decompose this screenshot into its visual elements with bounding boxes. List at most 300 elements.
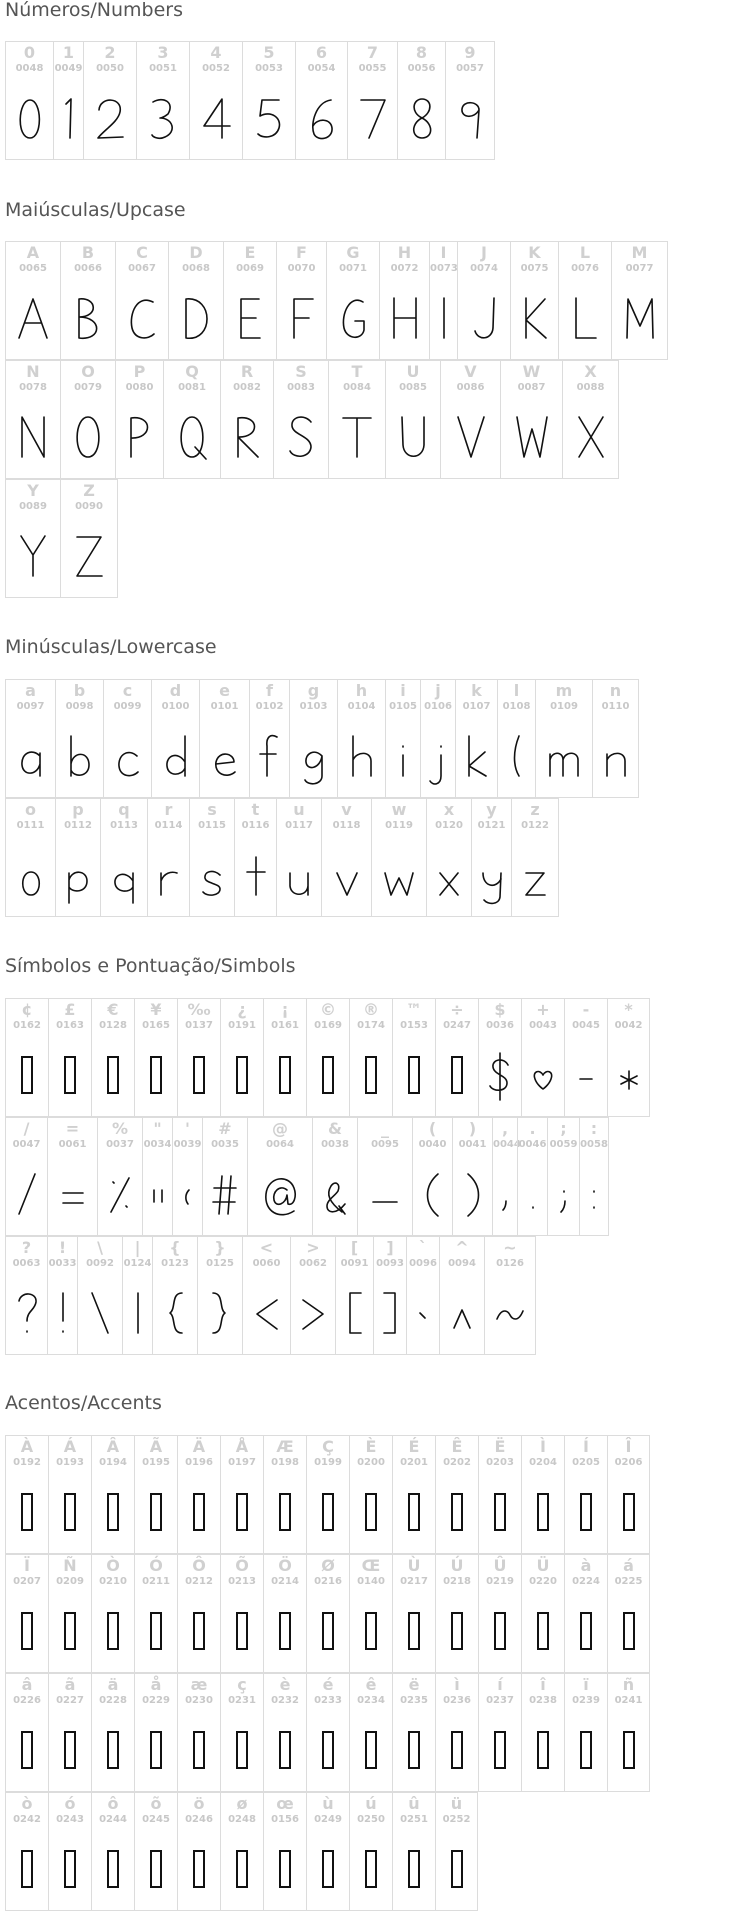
glyph-cell xyxy=(349,1435,392,1554)
glyph-cell xyxy=(392,1554,435,1673)
glyph-cell xyxy=(457,241,510,360)
glyph-code: 0219 xyxy=(486,1576,514,1587)
glyph-code: 0097 xyxy=(16,701,45,712)
glyph-code: 0051 xyxy=(149,63,177,74)
missing-glyph-box xyxy=(365,1850,377,1888)
glyph-caption: â xyxy=(21,1675,33,1694)
glyph-cell xyxy=(5,479,60,598)
glyph-cell xyxy=(263,1554,306,1673)
glyph-code: 0067 xyxy=(128,263,156,274)
glyph-cell xyxy=(373,1236,406,1355)
glyph-row xyxy=(5,798,639,917)
glyph-cell xyxy=(263,1673,306,1792)
missing-glyph-box xyxy=(494,1612,506,1650)
glyph-cell xyxy=(558,241,611,360)
glyph-cell xyxy=(273,360,328,479)
glyph-caption: Ä xyxy=(192,1437,206,1456)
glyph-code: 0085 xyxy=(399,382,427,393)
glyph-code: 0100 xyxy=(161,701,190,712)
glyph-caption: l xyxy=(513,681,520,700)
glyph-cell xyxy=(134,998,177,1117)
glyph-sample xyxy=(511,288,558,348)
glyph-sample xyxy=(6,526,60,586)
glyph-caption: ì xyxy=(454,1675,460,1694)
glyph-sample xyxy=(116,407,163,467)
glyph-cell xyxy=(189,41,242,160)
glyph-caption: é xyxy=(322,1675,334,1694)
glyph-stroke xyxy=(480,1045,520,1105)
glyph-caption: D xyxy=(189,243,203,262)
glyph-sample xyxy=(350,1601,392,1661)
glyph-cell xyxy=(197,1236,242,1355)
glyph-stroke xyxy=(515,288,555,348)
missing-glyph-box xyxy=(408,1731,420,1769)
glyph-sample xyxy=(612,288,667,348)
glyph-caption: € xyxy=(107,1000,119,1019)
glyph-code: 0060 xyxy=(252,1258,281,1269)
glyph-code: 0038 xyxy=(321,1139,349,1150)
glyph-caption: Ù xyxy=(407,1556,421,1575)
section-title: Acentos/Accents xyxy=(5,1392,162,1414)
glyph-code: 0203 xyxy=(486,1457,514,1468)
glyph-cell xyxy=(5,1554,48,1673)
missing-glyph-box xyxy=(150,1493,162,1531)
glyph-sample xyxy=(221,407,273,467)
glyph-code: 0232 xyxy=(271,1695,299,1706)
glyph-stroke xyxy=(379,845,419,905)
missing-glyph-box xyxy=(537,1612,549,1650)
glyph-sample xyxy=(49,1482,91,1542)
glyph-code: 0093 xyxy=(376,1258,404,1269)
missing-glyph-box xyxy=(107,1612,119,1650)
glyph-caption: 8 xyxy=(415,43,428,62)
glyph-caption: Æ xyxy=(276,1437,294,1456)
glyph-code: 0252 xyxy=(442,1814,471,1825)
glyph-sample xyxy=(48,1283,77,1343)
glyph-sample xyxy=(6,288,60,348)
glyph-code: 0195 xyxy=(142,1457,170,1468)
glyph-caption: û xyxy=(408,1794,420,1813)
glyph-sample xyxy=(479,1482,521,1542)
glyph-cell xyxy=(60,479,118,598)
glyph-cell xyxy=(97,1117,142,1236)
missing-glyph-box xyxy=(279,1612,291,1650)
glyph-sample xyxy=(92,1482,134,1542)
glyph-caption: ` xyxy=(419,1238,427,1257)
glyph-cell xyxy=(189,798,234,917)
glyph-stroke xyxy=(442,1283,482,1343)
glyph-caption: f xyxy=(266,681,273,700)
glyph-code: 0202 xyxy=(443,1457,471,1468)
glyph-stroke xyxy=(68,407,108,467)
glyph-sample xyxy=(291,1283,335,1343)
glyph-sample xyxy=(398,88,445,148)
glyph-code: 0047 xyxy=(12,1139,41,1150)
glyph-cell xyxy=(136,41,189,160)
glyph-cell xyxy=(91,998,134,1117)
glyph-code: 0201 xyxy=(400,1457,428,1468)
glyph-code: 0072 xyxy=(390,263,419,274)
glyph-cell xyxy=(5,1792,48,1911)
glyph-code: 0174 xyxy=(357,1020,385,1031)
glyph-cell xyxy=(471,798,511,917)
glyph-sample xyxy=(137,88,189,148)
glyph-sample xyxy=(221,1720,263,1780)
glyph-stroke xyxy=(565,288,605,348)
glyph-code: 0071 xyxy=(339,263,367,274)
glyph-sample xyxy=(49,1601,91,1661)
glyph-code: 0069 xyxy=(236,263,264,274)
glyph-caption: = xyxy=(65,1119,80,1138)
glyph-cell xyxy=(511,798,559,917)
missing-glyph-box xyxy=(21,1493,33,1531)
glyph-code: 0197 xyxy=(228,1457,256,1468)
glyph-stroke xyxy=(11,845,51,905)
glyph-sample xyxy=(6,1045,48,1105)
glyph-caption: Ñ xyxy=(63,1556,77,1575)
glyph-caption: U xyxy=(406,362,420,381)
glyph-caption: W xyxy=(522,362,541,381)
glyph-cell xyxy=(379,241,429,360)
glyph-code: 0243 xyxy=(56,1814,84,1825)
glyph-code: 0192 xyxy=(13,1457,41,1468)
glyph-caption: p xyxy=(72,800,84,819)
glyph-caption: J xyxy=(481,243,487,262)
glyph-cell xyxy=(306,1554,349,1673)
glyph-stroke xyxy=(337,407,377,467)
glyph-caption: E xyxy=(244,243,256,262)
glyph-caption: © xyxy=(320,1000,336,1019)
missing-glyph-box xyxy=(107,1850,119,1888)
glyph-code: 0113 xyxy=(110,820,138,831)
glyph-row xyxy=(5,479,668,598)
glyph-cell xyxy=(435,1554,478,1673)
missing-glyph-box xyxy=(580,1493,592,1531)
glyph-sample xyxy=(536,726,592,786)
glyph-sample xyxy=(313,1164,357,1224)
missing-glyph-box xyxy=(322,1056,334,1094)
glyph-caption: " xyxy=(153,1119,162,1138)
glyph-cell xyxy=(385,360,440,479)
glyph-code: 0049 xyxy=(54,63,83,74)
glyph-stroke xyxy=(335,1283,375,1343)
glyph-code: 0034 xyxy=(143,1139,172,1150)
glyph-code: 0247 xyxy=(443,1020,471,1031)
glyph-code: 0112 xyxy=(64,820,92,831)
glyph-row xyxy=(5,998,650,1117)
glyph-caption: ¢ xyxy=(21,1000,33,1019)
glyph-cell xyxy=(392,998,435,1117)
glyph-stroke xyxy=(230,288,270,348)
glyph-sample xyxy=(407,1283,439,1343)
glyph-code: 0156 xyxy=(271,1814,299,1825)
glyph-sample xyxy=(6,845,55,905)
glyph-caption: * xyxy=(624,1000,633,1019)
glyph-caption: Q xyxy=(185,362,199,381)
glyph-code: 0231 xyxy=(228,1695,256,1706)
glyph-code: 0238 xyxy=(529,1695,557,1706)
glyph-cell xyxy=(289,679,337,798)
glyph-code: 0242 xyxy=(13,1814,41,1825)
glyph-sample xyxy=(6,407,60,467)
glyph-caption: Ü xyxy=(536,1556,550,1575)
glyph-stroke xyxy=(365,1164,405,1224)
glyph-cell xyxy=(521,1554,564,1673)
glyph-cell xyxy=(202,1117,247,1236)
glyph-sample xyxy=(380,288,429,348)
glyph-code: 0052 xyxy=(202,63,230,74)
glyph-cell xyxy=(115,241,168,360)
missing-glyph-box xyxy=(408,1493,420,1531)
glyph-caption: P xyxy=(133,362,146,381)
glyph-cell xyxy=(103,679,151,798)
missing-glyph-box xyxy=(408,1612,420,1650)
glyph-cell xyxy=(91,1792,134,1911)
glyph-sample xyxy=(565,1482,607,1542)
glyph-caption: Ï xyxy=(24,1556,30,1575)
missing-glyph-box xyxy=(279,1731,291,1769)
glyph-caption: + xyxy=(536,1000,550,1019)
missing-glyph-box xyxy=(408,1850,420,1888)
glyph-code: 0070 xyxy=(287,263,316,274)
glyph-code: 0050 xyxy=(96,63,124,74)
glyph-stroke xyxy=(413,1164,453,1224)
glyph-sample xyxy=(92,1601,134,1661)
glyph-stroke xyxy=(192,845,232,905)
glyph-caption: Ø xyxy=(321,1556,335,1575)
glyph-caption: K xyxy=(528,243,541,262)
glyph-caption: œ xyxy=(276,1794,294,1813)
glyph-cell xyxy=(100,798,147,917)
glyph-caption: ê xyxy=(365,1675,377,1694)
glyph-caption: 7 xyxy=(366,43,379,62)
glyph-stroke xyxy=(205,726,245,786)
glyph-cell xyxy=(484,1236,536,1355)
glyph-code: 0055 xyxy=(358,63,387,74)
glyph-caption: / xyxy=(23,1119,30,1138)
glyph-code: 0103 xyxy=(299,701,328,712)
glyph-sample xyxy=(441,407,500,467)
glyph-caption: - xyxy=(582,1000,590,1019)
glyph-cell xyxy=(122,1236,152,1355)
glyph-caption: Y xyxy=(27,481,39,500)
glyph-stroke xyxy=(196,88,236,148)
glyph-cell xyxy=(478,1554,521,1673)
glyph-stroke xyxy=(11,726,51,786)
glyph-caption: M xyxy=(631,243,648,262)
glyph-code: 0073 xyxy=(430,263,458,274)
glyph-caption: ) xyxy=(468,1119,477,1138)
glyph-sample xyxy=(329,407,385,467)
glyph-caption: ç xyxy=(237,1675,247,1694)
glyph-sample xyxy=(221,1601,263,1661)
glyph-cell xyxy=(607,998,650,1117)
glyph-sample xyxy=(485,1283,535,1343)
glyph-caption: Ú xyxy=(450,1556,464,1575)
glyph-code: 0076 xyxy=(571,263,599,274)
missing-glyph-box xyxy=(150,1612,162,1650)
glyph-sample xyxy=(178,1839,220,1899)
glyph-stroke xyxy=(13,288,53,348)
glyph-code: 0092 xyxy=(86,1258,114,1269)
glyph-sample xyxy=(248,1164,312,1224)
glyph-stroke xyxy=(393,407,433,467)
glyph-cell xyxy=(134,1673,177,1792)
glyph-caption: æ xyxy=(190,1675,208,1694)
glyph-caption: 6 xyxy=(315,43,328,62)
glyph-caption: h xyxy=(355,681,368,700)
glyph-cell xyxy=(306,1435,349,1554)
glyph-sample xyxy=(413,1164,452,1224)
glyph-stroke xyxy=(58,845,98,905)
glyph-stroke xyxy=(227,407,267,467)
glyph-code: 0216 xyxy=(314,1576,342,1587)
missing-glyph-box xyxy=(365,1731,377,1769)
glyph-stroke xyxy=(149,845,189,905)
glyph-caption: ; xyxy=(560,1119,567,1138)
glyph-cell xyxy=(5,1236,47,1355)
glyph-caption: ~ xyxy=(503,1238,517,1257)
glyph-sample xyxy=(348,88,397,148)
glyph-stroke xyxy=(60,726,100,786)
glyph-code: 0045 xyxy=(572,1020,600,1031)
glyph-code: 0066 xyxy=(74,263,102,274)
glyph-sample xyxy=(243,1283,290,1343)
glyph-cell xyxy=(5,798,55,917)
glyph-cell xyxy=(134,1554,177,1673)
glyph-code: 0162 xyxy=(13,1020,41,1031)
glyph-sample xyxy=(49,1720,91,1780)
glyph-cell xyxy=(48,998,91,1117)
glyph-caption: r xyxy=(164,800,173,819)
missing-glyph-box xyxy=(623,1493,635,1531)
missing-glyph-box xyxy=(107,1731,119,1769)
glyph-caption: Ç xyxy=(322,1437,334,1456)
glyph-sample xyxy=(54,88,83,148)
glyph-sample xyxy=(374,1283,406,1343)
glyph-sample xyxy=(152,726,199,786)
glyph-sample xyxy=(393,1482,435,1542)
glyph-code: 0204 xyxy=(529,1457,557,1468)
glyph-caption: Ë xyxy=(494,1437,506,1456)
glyph-cell xyxy=(242,41,295,160)
glyph-caption: ' xyxy=(185,1119,190,1138)
glyph-code: 0099 xyxy=(113,701,142,712)
glyph-stroke xyxy=(80,1283,120,1343)
glyph-code: 0054 xyxy=(307,63,336,74)
glyph-code: 0061 xyxy=(58,1139,87,1150)
glyph-code: 0234 xyxy=(357,1695,385,1706)
missing-glyph-box xyxy=(150,1056,162,1094)
glyph-cell xyxy=(55,679,103,798)
glyph-stroke xyxy=(205,1164,245,1224)
glyph-cell xyxy=(134,1435,177,1554)
glyph-stroke xyxy=(523,1045,563,1105)
glyph-sample xyxy=(522,1601,564,1661)
glyph-code: 0237 xyxy=(486,1695,514,1706)
glyph-caption: Z xyxy=(83,481,95,500)
glyph-sample xyxy=(386,726,420,786)
glyph-caption: I xyxy=(440,243,447,262)
glyph-caption: ñ xyxy=(622,1675,635,1694)
glyph-sample xyxy=(203,1164,247,1224)
glyph-cell xyxy=(147,798,189,917)
glyph-code: 0081 xyxy=(178,382,206,393)
glyph-code: 0075 xyxy=(520,263,549,274)
glyph-sample xyxy=(98,1164,142,1224)
glyph-caption: B xyxy=(81,243,95,262)
glyph-code: 0250 xyxy=(357,1814,385,1825)
glyph-caption: ë xyxy=(408,1675,420,1694)
glyph-caption: ù xyxy=(322,1794,334,1813)
missing-glyph-box xyxy=(451,1056,463,1094)
glyph-stroke xyxy=(69,526,109,586)
glyph-caption: Í xyxy=(583,1437,589,1456)
glyph-code: 0107 xyxy=(462,701,491,712)
glyph-sample xyxy=(92,1839,134,1899)
glyph-stroke xyxy=(53,1164,93,1224)
glyph-sample xyxy=(243,88,295,148)
glyph-sample xyxy=(456,726,497,786)
glyph-caption: Â xyxy=(106,1437,120,1456)
glyph-cell xyxy=(47,1236,77,1355)
glyph-sample xyxy=(173,1164,202,1224)
glyph-row xyxy=(5,1117,650,1236)
missing-glyph-box xyxy=(451,1850,463,1888)
glyph-caption: { xyxy=(169,1238,181,1257)
glyph-caption: v xyxy=(341,800,352,819)
glyph-caption: Ô xyxy=(192,1556,206,1575)
glyph-cell xyxy=(517,1117,547,1236)
glyph-sample xyxy=(393,1601,435,1661)
missing-glyph-box xyxy=(451,1612,463,1650)
glyph-code: 0090 xyxy=(75,501,103,512)
glyph-code: 0116 xyxy=(241,820,270,831)
glyph-code: 0114 xyxy=(154,820,183,831)
missing-glyph-box xyxy=(365,1056,377,1094)
glyph-sample xyxy=(264,1045,306,1105)
missing-glyph-box xyxy=(322,1612,334,1650)
glyph-cell xyxy=(435,1673,478,1792)
glyph-caption: ‰ xyxy=(187,1000,211,1019)
missing-glyph-box xyxy=(279,1056,291,1094)
glyph-cell xyxy=(392,1792,435,1911)
glyph-sample xyxy=(436,1601,478,1661)
glyph-cell xyxy=(263,1435,306,1554)
glyph-sample xyxy=(135,1601,177,1661)
glyph-stroke xyxy=(176,288,216,348)
glyph-code: 0212 xyxy=(185,1576,213,1587)
glyph-row xyxy=(5,1435,650,1554)
missing-glyph-box xyxy=(64,1056,76,1094)
glyph-sample xyxy=(350,1720,392,1780)
glyph-stroke xyxy=(200,1283,240,1343)
glyph-caption: Ì xyxy=(540,1437,546,1456)
section-uppercase xyxy=(0,199,730,512)
glyph-sample xyxy=(608,1720,649,1780)
glyph-caption: q xyxy=(118,800,130,819)
glyph-code: 0248 xyxy=(228,1814,256,1825)
glyph-cell xyxy=(435,998,478,1117)
glyph-code: 0119 xyxy=(385,820,413,831)
glyph-sample xyxy=(608,1601,649,1661)
glyph-code: 0229 xyxy=(142,1695,170,1706)
glyph-stroke xyxy=(472,845,512,905)
glyph-stroke xyxy=(451,407,491,467)
glyph-caption: ÷ xyxy=(450,1000,464,1019)
glyph-code: 0084 xyxy=(343,382,371,393)
glyph-cell xyxy=(455,679,497,798)
